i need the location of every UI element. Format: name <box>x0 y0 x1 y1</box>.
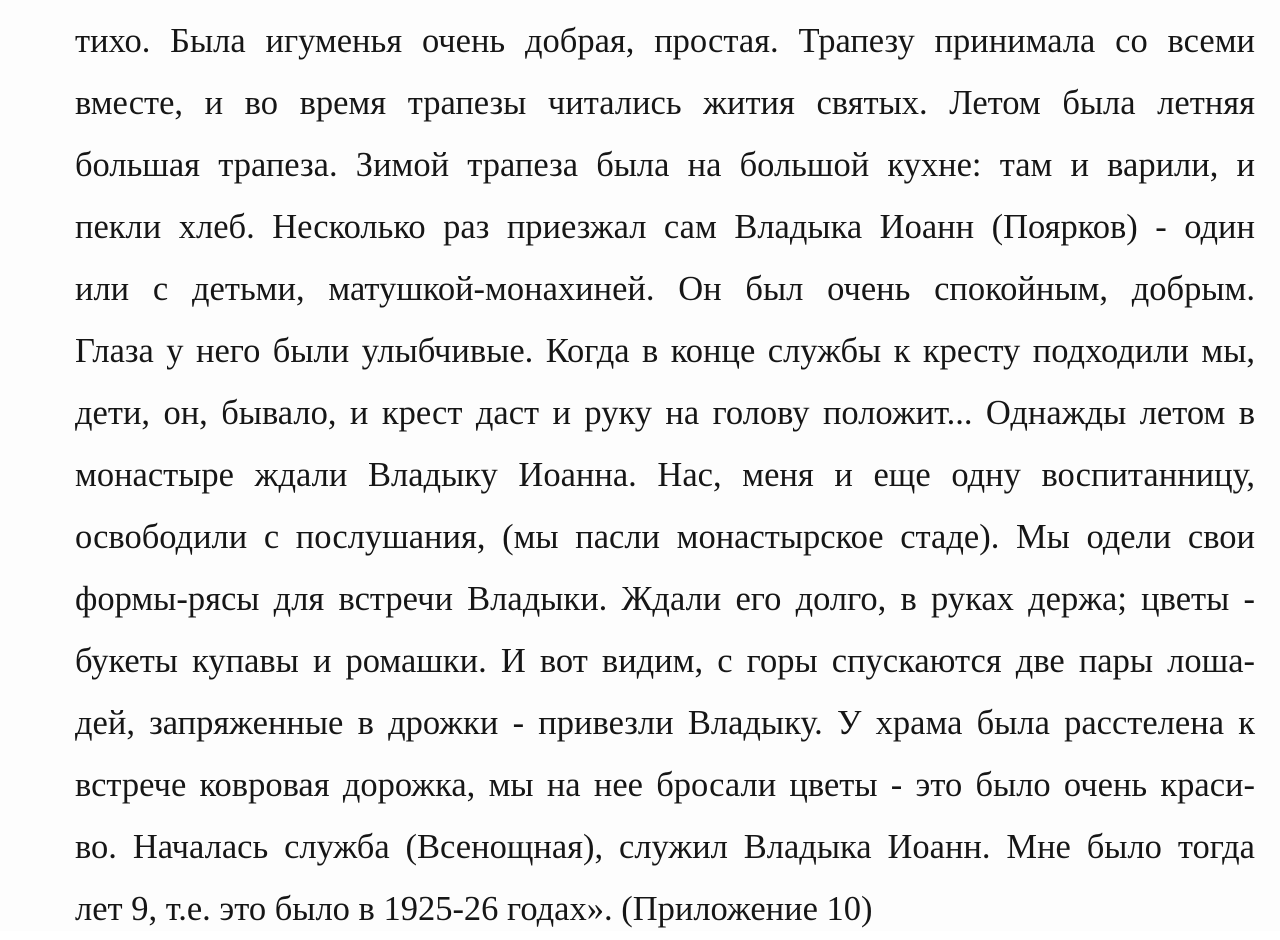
text-line: или с детьми, матушкой-монахиней. Он был очень спокойным, добрым. <box>75 270 1255 308</box>
text-line: большая трапеза. Зимой трапеза была на большой кухне: там и варили, и <box>75 146 1255 184</box>
text-line: освободили с послушания, (мы пасли монастырское стаде). Мы одели свои <box>75 518 1255 556</box>
text-line: дей, запряженные в дрожки - привезли Владыку. У храма была расстелена к <box>75 704 1255 742</box>
text-line: тихо. Была игуменья очень добрая, простая. Трапезу принимала со всеми <box>75 22 1255 60</box>
text-line: Глаза у него были улыбчивые. Когда в конце службы к кресту подходили мы, <box>75 332 1255 370</box>
text-line: формы-рясы для встречи Владыки. Ждали его долго, в руках держа; цветы - <box>75 580 1255 618</box>
text-line: букеты купавы и ромашки. И вот видим, с горы спускаются две пары лоша- <box>75 642 1255 680</box>
text-line-last: лет 9, т.е. это было в 1925-26 годах». (Приложение 10) <box>75 890 873 928</box>
text-line: во. Началась служба (Всенощная), служил Владыка Иоанн. Мне было тогда <box>75 828 1255 866</box>
text-line: пекли хлеб. Несколько раз приезжал сам Владыка Иоанн (Поярков) - один <box>75 208 1255 246</box>
text-line: монастыре ждали Владыку Иоанна. Нас, меня и еще одну воспитанницу, <box>75 456 1255 494</box>
body-paragraph <box>75 10 1255 940</box>
text-line: встрече ковровая дорожка, мы на нее бросали цветы - это было очень краси- <box>75 766 1255 804</box>
text-line: дети, он, бывало, и крест даст и руку на голову положит... Однажды летом в <box>75 394 1255 432</box>
text-line: вместе, и во время трапезы читались жития святых. Летом была летняя <box>75 84 1255 122</box>
